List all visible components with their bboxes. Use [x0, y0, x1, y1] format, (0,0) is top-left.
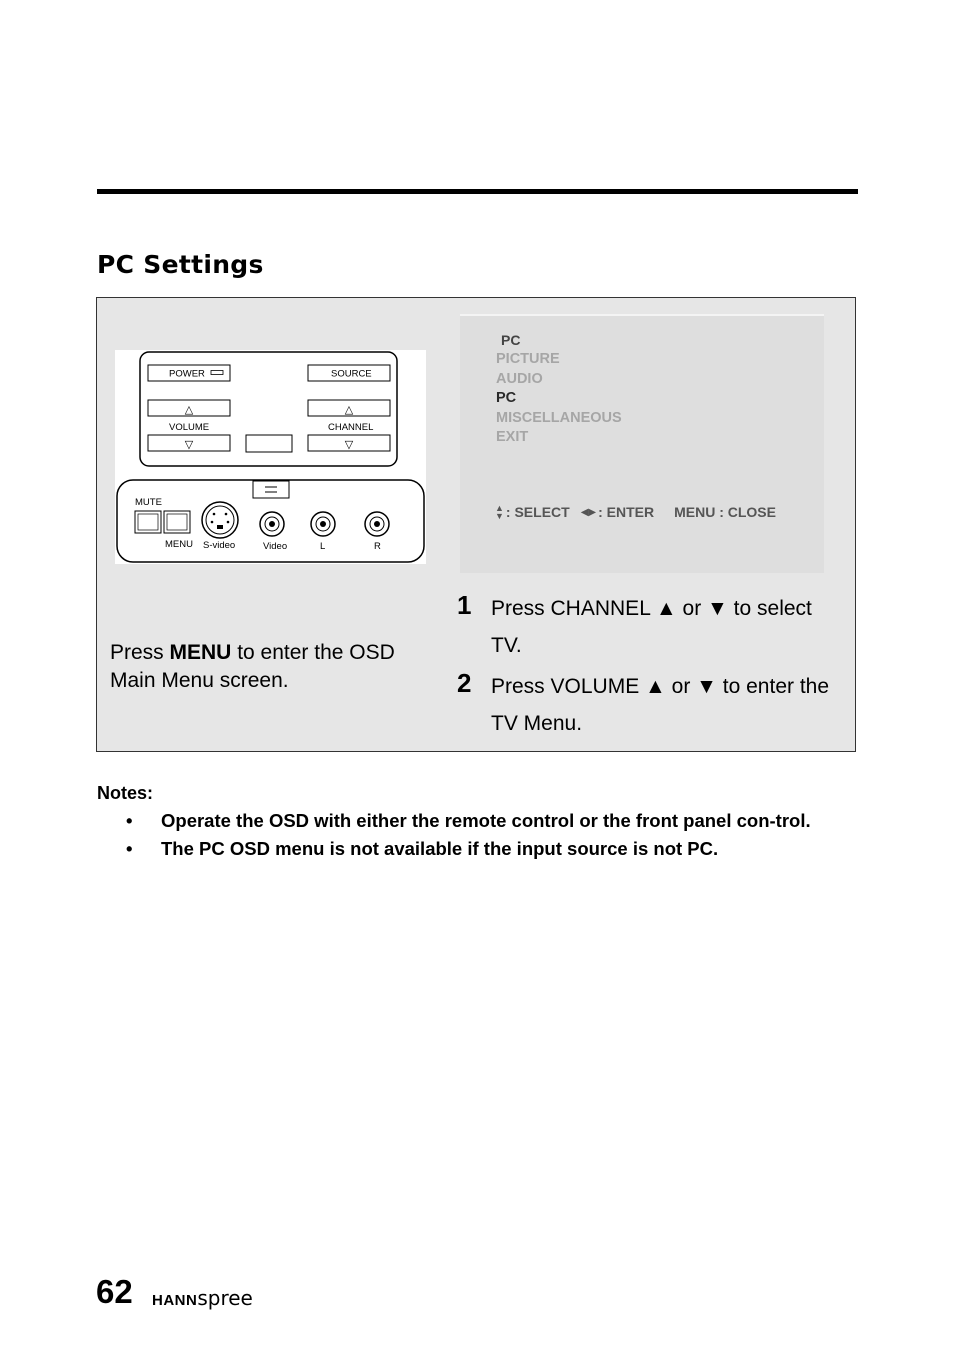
caption-post: to enter the OSD Main Menu screen. [110, 641, 395, 692]
caption-menu-keyword: MENU [169, 641, 232, 664]
front-panel-illustration [115, 350, 426, 564]
pin-icon [213, 513, 216, 516]
note-item [126, 838, 846, 860]
triangle-up-icon: △ [184, 404, 194, 416]
audio-right-jack-pin [374, 521, 380, 527]
steps-list [455, 590, 845, 742]
osd-hint-bar [495, 504, 776, 520]
osd-item-audio[interactable]: AUDIO [496, 370, 543, 387]
s-video-label: S-video [203, 540, 236, 551]
hint-enter: : ENTER [598, 504, 655, 520]
left-audio-label: L [320, 541, 326, 552]
up-down-arrows-icon: ▲ ▼ [495, 503, 504, 521]
notes-title: Notes: [97, 783, 154, 803]
channel-label: CHANNEL [328, 422, 374, 433]
page-number: 62 [96, 1273, 133, 1310]
triangle-down-icon: ▽ [344, 439, 354, 451]
video-label: Video [263, 541, 288, 552]
triangle-down-icon: ▽ [184, 439, 194, 451]
triangle-up-icon: △ [344, 404, 354, 416]
bullet-icon: • [126, 810, 133, 831]
pin-icon [227, 521, 230, 524]
osd-item-exit[interactable]: EXIT [496, 429, 529, 445]
caption-pre: Press [110, 641, 170, 664]
note-text: Operate the OSD with either the remote control or the front panel con-trol. [161, 810, 811, 831]
source-label: SOURCE [331, 368, 372, 380]
osd-item-picture[interactable]: PICTURE [496, 351, 560, 367]
ir-sensor-window [246, 435, 292, 452]
osd-item-miscellaneous[interactable]: MISCELLANEOUS [496, 409, 622, 426]
video-jack-pin [269, 521, 275, 527]
step-item [455, 590, 845, 664]
mute-label: MUTE [135, 497, 162, 508]
step-number: 1 [457, 590, 472, 620]
panel-caption [110, 639, 440, 695]
step-text: Press VOLUME ▲ or ▼ to enter the TV Menu. [491, 675, 830, 735]
section-title: PC Settings [97, 250, 264, 279]
brand-logo [152, 1286, 253, 1311]
audio-left-jack-pin [320, 521, 326, 527]
step-text: Press CHANNEL ▲ or ▼ to select TV. [491, 597, 812, 657]
step-item [455, 668, 845, 742]
front-panel-svg [115, 350, 426, 564]
pin-icon [225, 513, 228, 516]
s-video-jack-icon [202, 502, 238, 538]
panel-latch [253, 481, 289, 498]
note-text: The PC OSD menu is not available if the input source is not PC. [161, 838, 719, 859]
osd-menu-list [496, 350, 622, 448]
menu-label: MENU [165, 539, 193, 550]
volume-label: VOLUME [169, 422, 210, 433]
pin-icon [211, 521, 214, 524]
step-number: 2 [457, 668, 472, 698]
right-audio-label: R [374, 541, 381, 552]
figure-box [96, 297, 856, 752]
hint-select: : SELECT [505, 504, 570, 520]
note-item [126, 810, 846, 832]
osd-item-pc[interactable]: PC [496, 390, 517, 406]
power-label: POWER [169, 368, 205, 380]
notes-list [126, 810, 846, 866]
brand-light: spree [197, 1286, 253, 1310]
osd-menu-screen [460, 314, 824, 573]
bullet-icon: • [126, 838, 133, 859]
pin-key-icon [217, 525, 223, 529]
osd-title: PC [501, 332, 521, 348]
header-rule [97, 189, 858, 194]
hint-close: MENU : CLOSE [674, 504, 776, 520]
left-right-arrows-icon: ◀▶ [580, 506, 597, 518]
brand-bold: HANN [152, 1292, 198, 1309]
